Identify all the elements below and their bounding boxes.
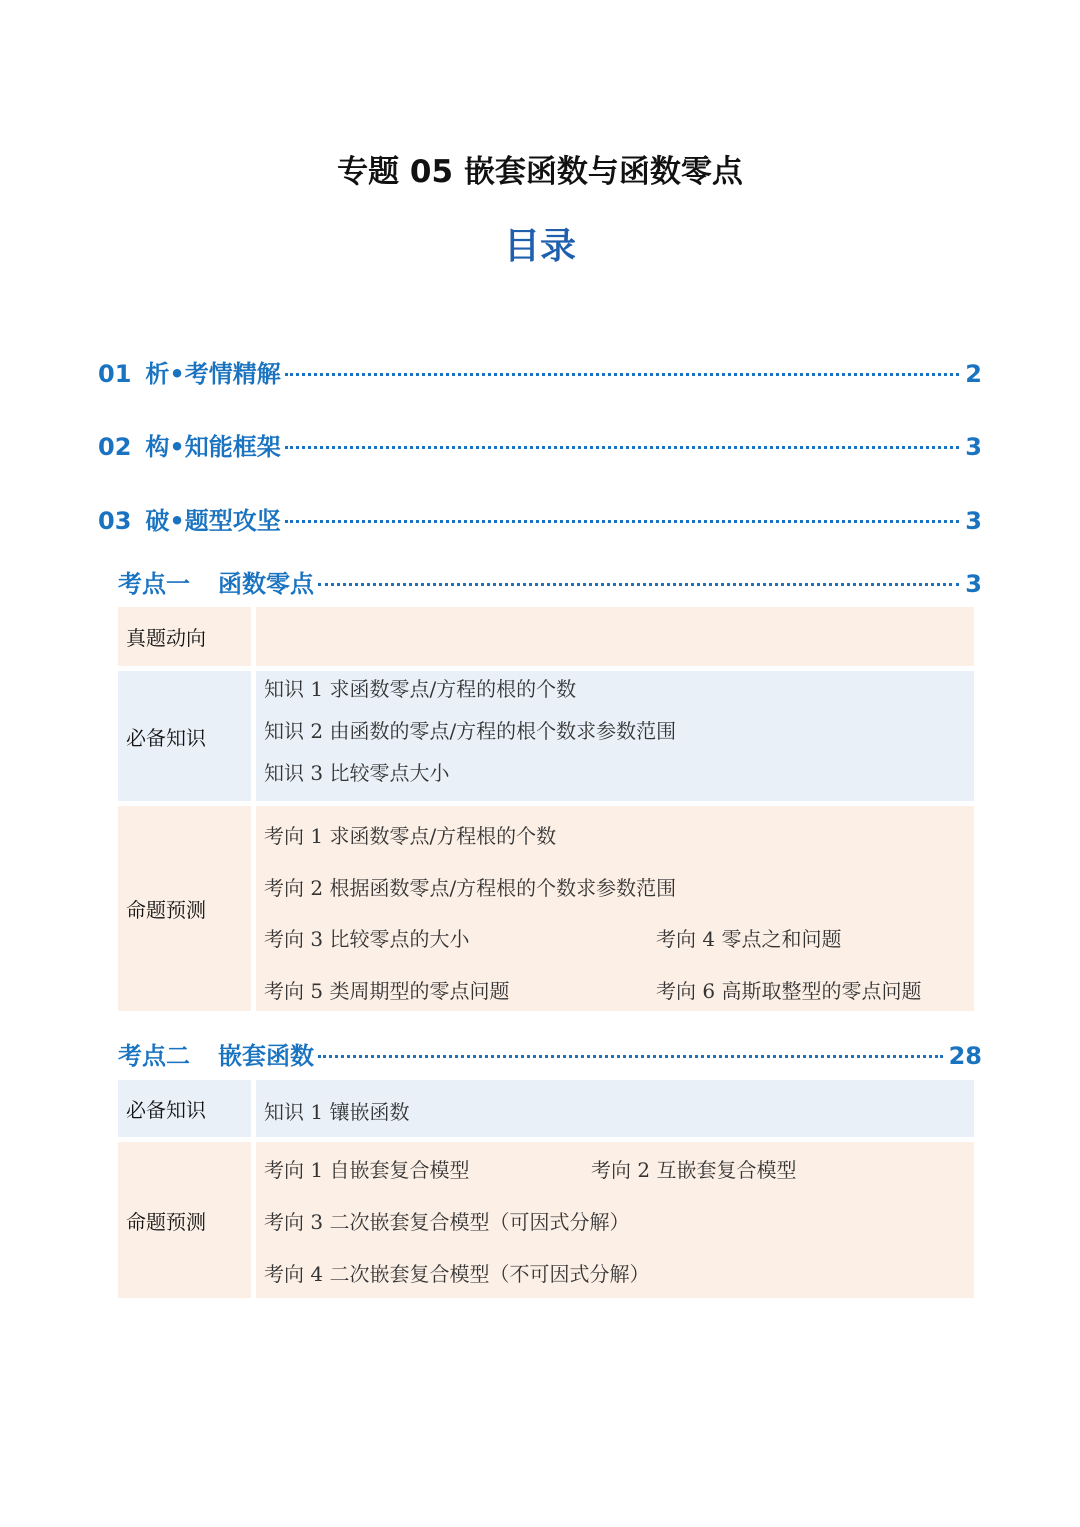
- row-header: 必备知识: [118, 1080, 251, 1137]
- table-row-mingti: [118, 806, 974, 1011]
- toc-kaodian-1[interactable]: [118, 564, 982, 599]
- row-body: [256, 806, 974, 1011]
- direction-item[interactable]: 考向 5 类周期型的零点问题: [264, 979, 510, 1003]
- toc-leader-dots: [318, 583, 959, 586]
- toc-entry-number: 01: [98, 360, 132, 388]
- direction-item[interactable]: 考向 1 自嵌套复合模型: [264, 1158, 470, 1182]
- toc-kaodian-2[interactable]: [118, 1036, 982, 1071]
- toc-leader-dots: [285, 520, 960, 523]
- toc-leader-dots: [318, 1055, 943, 1058]
- toc-entry-number: 02: [98, 433, 132, 461]
- direction-item[interactable]: 考向 2 根据函数零点/方程根的个数求参数范围: [264, 876, 677, 900]
- direction-item[interactable]: 考向 1 求函数零点/方程根的个数: [264, 824, 557, 848]
- toc-entry-page: 2: [965, 360, 982, 388]
- toc-leader-dots: [285, 373, 960, 376]
- table-row-bibei: [118, 671, 974, 801]
- toc-entry-page: 3: [965, 433, 982, 461]
- toc-entry-03[interactable]: [98, 501, 982, 536]
- row-body: [256, 607, 974, 666]
- toc-entry-page: 28: [948, 1042, 982, 1070]
- row-header: 命题预测: [118, 1142, 251, 1298]
- toc-leader-dots: [285, 446, 960, 449]
- toc-entry-page: 3: [965, 570, 982, 598]
- row-body: [256, 1142, 974, 1298]
- document-title: 专题 05 嵌套函数与函数零点: [337, 154, 743, 190]
- knowledge-item[interactable]: 知识 3 比较零点大小: [264, 761, 450, 785]
- kaodian-name: 考点二: [118, 1042, 190, 1070]
- row-header: 命题预测: [118, 806, 251, 1011]
- direction-item[interactable]: 考向 2 互嵌套复合模型: [591, 1158, 797, 1182]
- toc-entry-number: 03: [98, 507, 132, 535]
- direction-item[interactable]: 考向 3 二次嵌套复合模型（可因式分解）: [264, 1210, 630, 1234]
- direction-item[interactable]: 考向 4 零点之和问题: [656, 927, 842, 951]
- table-row-mingti: [118, 1142, 974, 1298]
- knowledge-item[interactable]: 知识 1 镶嵌函数: [264, 1100, 410, 1124]
- knowledge-item[interactable]: 知识 2 由函数的零点/方程的根个数求参数范围: [264, 719, 677, 743]
- direction-item[interactable]: 考向 4 二次嵌套复合模型（不可因式分解）: [264, 1262, 650, 1286]
- kaodian-title: 嵌套函数: [218, 1042, 314, 1070]
- row-header: 真题动向: [118, 607, 251, 666]
- direction-item[interactable]: 考向 3 比较零点的大小: [264, 927, 470, 951]
- toc-entry-page: 3: [965, 507, 982, 535]
- toc-entry-01[interactable]: [98, 354, 982, 389]
- toc-heading: 目录: [503, 226, 576, 267]
- toc-entry-02[interactable]: [98, 427, 982, 462]
- row-body: [256, 671, 974, 801]
- toc-entry-label: 破•题型攻坚: [145, 507, 281, 535]
- kaodian-name: 考点一: [118, 570, 190, 598]
- kaodian-title: 函数零点: [218, 570, 314, 598]
- row-body: [256, 1080, 974, 1137]
- direction-item[interactable]: 考向 6 高斯取整型的零点问题: [656, 979, 922, 1003]
- knowledge-item[interactable]: 知识 1 求函数零点/方程的根的个数: [264, 677, 577, 701]
- toc-entry-label: 析•考情精解: [145, 360, 281, 388]
- toc-entry-label: 构•知能框架: [145, 433, 281, 461]
- table-row-bibei: [118, 1080, 974, 1137]
- table-row-zhenti: [118, 607, 974, 666]
- row-header: 必备知识: [118, 671, 251, 801]
